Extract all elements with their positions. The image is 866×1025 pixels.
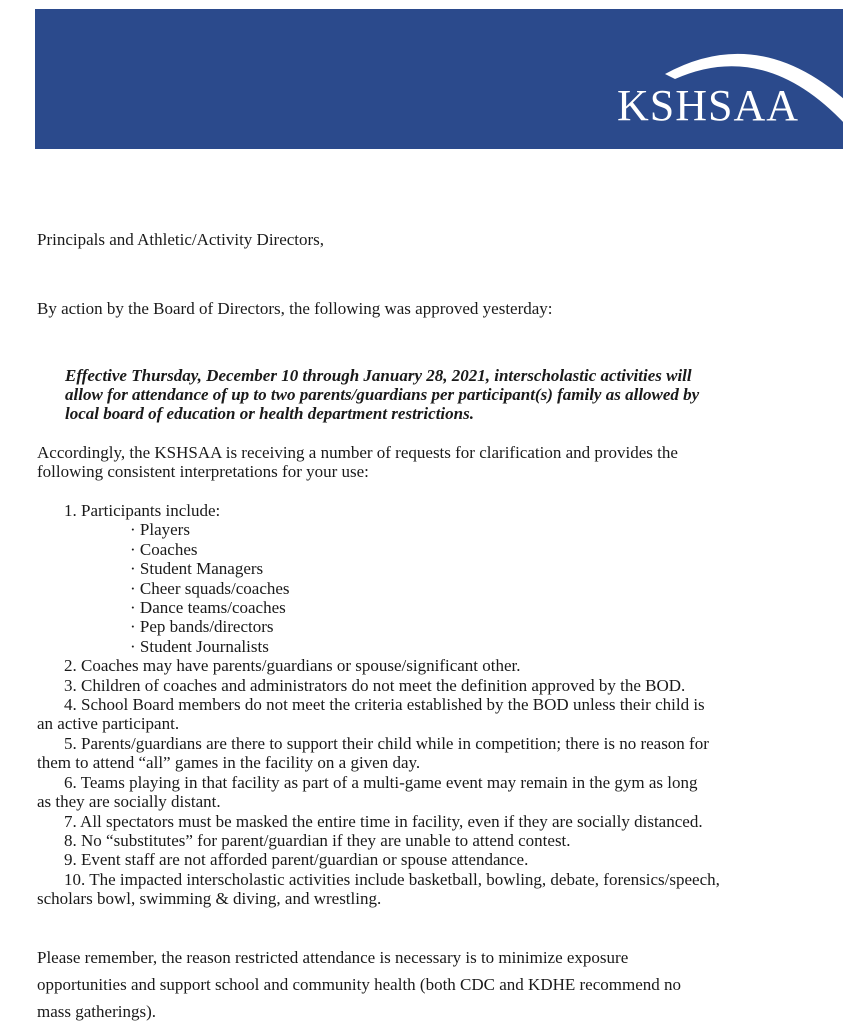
notice-line: allow for attendance of up to two parents/guardians per participant(s) family as allowed by bbox=[65, 385, 700, 404]
participant-item: · Dance teams/coaches bbox=[130, 598, 286, 618]
list-item-continuation: an active participant. bbox=[37, 714, 180, 734]
list-item: 9. Event staff are not afforded parent/guardian or spouse attendance. bbox=[64, 850, 529, 870]
list-item-continuation: them to attend “all” games in the facility on a given day. bbox=[37, 753, 421, 773]
paragraph-line: opportunities and support school and community health (both CDC and KDHE recommend no bbox=[37, 975, 682, 994]
approval-notice bbox=[65, 366, 825, 423]
list-item: 10. The impacted interscholastic activities include basketball, bowling, debate, forensics/speech, bbox=[64, 869, 720, 889]
clarification-paragraph bbox=[37, 443, 837, 482]
notice-line: local board of education or health department restrictions. bbox=[65, 404, 474, 423]
participant-item: · Coaches bbox=[130, 539, 198, 559]
notice-line: Effective Thursday, December 10 through January 28, 2021, interscholastic activities will bbox=[65, 366, 692, 385]
list-item-participants: 1. Participants include: bbox=[64, 501, 221, 520]
participant-item: · Players bbox=[130, 520, 190, 540]
list-item: 4. School Board members do not meet the criteria established by the BOD unless their child is bbox=[64, 695, 705, 715]
list-item: 3. Children of coaches and administrators do not meet the definition approved by the BOD. bbox=[64, 675, 686, 695]
participant-item: · Student Journalists bbox=[130, 636, 269, 656]
interpretations-list bbox=[37, 501, 837, 909]
logo: KSHSAA bbox=[617, 81, 800, 130]
participant-item: · Pep bands/directors bbox=[130, 617, 274, 637]
participant-item: · Cheer squads/coaches bbox=[130, 578, 290, 598]
list-item: 8. No “substitutes” for parent/guardian if they are unable to attend contest. bbox=[64, 830, 571, 850]
list-item: 5. Parents/guardians are there to support their child while in competition; there is no reason for bbox=[64, 733, 709, 753]
greeting: Principals and Athletic/Activity Directors, bbox=[37, 230, 325, 249]
closing-paragraph bbox=[37, 944, 837, 1025]
list-item-continuation: scholars bowl, swimming & diving, and wrestling. bbox=[37, 889, 382, 909]
paragraph-line: mass gatherings). bbox=[37, 1002, 156, 1021]
list-item: 2. Coaches may have parents/guardians or spouse/significant other. bbox=[64, 656, 521, 676]
paragraph-line: Please remember, the reason restricted attendance is necessary is to minimize exposure bbox=[37, 948, 629, 967]
header-banner bbox=[35, 9, 843, 149]
list-item-continuation: as they are socially distant. bbox=[37, 792, 221, 812]
intro-paragraph: By action by the Board of Directors, the following was approved yesterday: bbox=[37, 299, 553, 318]
paragraph-line: Accordingly, the KSHSAA is receiving a number of requests for clarification and provides the bbox=[37, 443, 678, 462]
paragraph-line: following consistent interpretations for your use: bbox=[37, 462, 369, 482]
list-item: 7. All spectators must be masked the entire time in facility, even if they are socially distanced. bbox=[64, 811, 703, 831]
participant-item: · Student Managers bbox=[130, 559, 264, 579]
list-item: 6. Teams playing in that facility as part of a multi-game event may remain in the gym as long bbox=[64, 772, 698, 792]
